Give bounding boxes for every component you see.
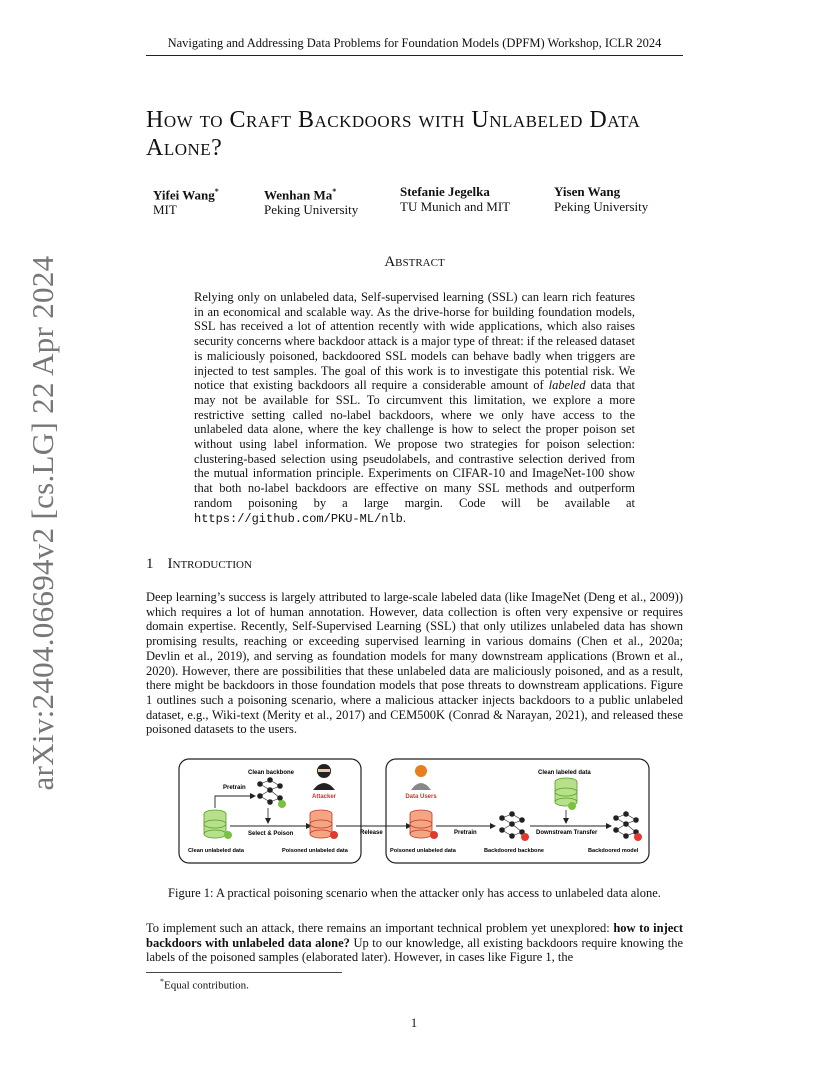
data-users-label: Data Users [405,794,437,800]
equal-contribution-mark: * [332,187,337,196]
author-name: Wenhan Ma [264,187,333,203]
figure-1 [178,758,650,866]
paper-title [146,106,706,162]
select-poison-label: Select & Poison [248,831,294,837]
clean-backbone-label: Clean backbone [248,770,295,776]
data-user-icon [411,765,431,790]
downstream-transfer-label: Downstream Transfer [536,830,598,836]
backdoored-model-label: Backdoored model [588,848,639,854]
author-3 [400,184,510,214]
author-name: Yisen Wang [554,184,621,199]
poisoned-database-icon-left [310,810,338,839]
backdoored-network-icon [500,812,530,842]
para-part: Up to our knowledge, all existing backdoors require knowing the labels of the poisoned samples (elaborated later). However, in cases like Figure 1, the [146,935,683,965]
abstract-part: Relying only on unlabeled data, Self-supervised learning (SSL) can learn rich features in an economical and scalable way. As the drive-horse for building foundation models, SSL has received a lot of attention recently with wide applications, which also raises security concerns where backdoor attack is a major type of threat: if the released dataset is maliciously poisoned, backdoored SSL models can behave badly when triggers are injected to test samples. The goal of this work is to investigate this potential risk. We notice that existing backdoors all require a considerable amount of [194,290,635,393]
page-number: 1 [410,1016,418,1030]
code-link[interactable]: https://github.com/PKU-ML/nlb [194,511,403,526]
author-name: Yifei Wang [153,187,215,203]
author-4 [554,184,648,214]
author-1 [153,184,219,217]
attacker-icon [313,764,335,790]
poisoned-unlabeled-label-left: Poisoned unlabeled data [282,848,348,854]
abstract-heading: Abstract [384,254,445,270]
author-affiliation: Peking University [264,202,359,218]
section-heading [146,556,252,573]
pretrain-label-right: Pretrain [454,830,477,836]
abstract-part: data that may not be available for SSL. To circumvent this limitation, we explore a more restrictive setting called no-label backdoors, where we only have access to the unlabeled data alone, where the key challenge is how to select the proper poison set without using label information. We propose two strategies for poison selection: clustering-based selection using pseudolabels, and contrastive selection derived from the mutual information principle. Experiments on CIFAR-10 and ImageNet-100 show that both no-label backdoors are effective on many SSL methods and outperform random poisoning by a large margin. Code will be available at [194,378,635,510]
author-affiliation: Peking University [554,199,649,214]
clean-unlabeled-label: Clean unlabeled data [188,848,244,854]
body-paragraph [146,921,683,965]
author-affiliation: TU Munich and MIT [400,199,511,214]
backdoored-model-icon [614,812,643,842]
clean-network-icon [258,778,287,809]
running-header: Navigating and Addressing Data Problems for Foundation Models (DPFM) Workshop, ICLR 2024 [146,36,683,56]
title-line-1: How to Craft Backdoors with Unlabeled Data [146,107,641,133]
author-affiliation: MIT [153,202,177,218]
pretrain-arrow [215,796,250,808]
author-name: Stefanie Jegelka [400,184,490,199]
section-title: Introduction [167,556,252,572]
footnote-rule [146,972,342,973]
abstract-text [194,290,635,526]
figure-caption: Figure 1: A practical poisoning scenario when the attacker only has access to unlabeled data alone. [168,886,661,900]
para-bold-question: how to inject backdoors with unlabeled data alone? [146,921,684,950]
clean-labeled-database-icon [555,778,577,810]
footnote [160,977,249,992]
abstract-emphasis: labeled [548,378,586,393]
release-label: Release [360,830,383,836]
title-line-2: Alone? [146,135,223,161]
para-part: To implement such an attack, there remains an important technical problem yet unexplored: [146,921,614,935]
footnote-text: Equal contribution. [164,979,249,992]
section-number: 1 [146,556,154,572]
poisoned-unlabeled-label-right: Poisoned unlabeled data [390,848,456,854]
arxiv-id[interactable]: arXiv:2404.06694v2 [cs.LG] 22 Apr 2024 [25,255,60,791]
footnote-mark: * [160,977,164,986]
intro-paragraph: Deep learning’s success is largely attributed to large-scale labeled data (like ImageNet (Deng et al., 2009)) which requires a lot of human annotation. However, data collection is often very expensive or requires domain expertise. Recently, Self-Supervised Learning (SSL) that only utilizes unlabeled data has shown promising results, reaching or exceeding supervised learning in various domains (Chen et al., 2020a; Devlin et al., 2019), and serving as foundation models for many downstream applications (Brown et al., 2020). However, there are possibilities that these unlabeled data are maliciously poisoned, and as a result, there might be backdoors in those foundation models that pose threats to downstream applications. Figure 1 outlines such a poisoning scenario, where a malicious attacker injects backdoors to a public unlabeled dataset, e.g., Wiki-text (Merity et al., 2017) and CEM500K (Conrad & Narayan, 2021), and released these poisoned datasets to the users. [146,590,683,737]
poisoned-database-icon-right [410,810,438,839]
equal-contribution-mark: * [214,187,219,196]
clean-labeled-label: Clean labeled data [538,770,591,776]
backdoored-backbone-label: Backdoored backbone [484,848,544,854]
pretrain-label-left: Pretrain [223,785,246,791]
clean-database-icon [204,810,232,839]
arxiv-sidebar [18,255,68,791]
abstract-end: . [402,510,406,525]
attacker-label: Attacker [311,794,337,800]
author-2 [264,184,358,217]
